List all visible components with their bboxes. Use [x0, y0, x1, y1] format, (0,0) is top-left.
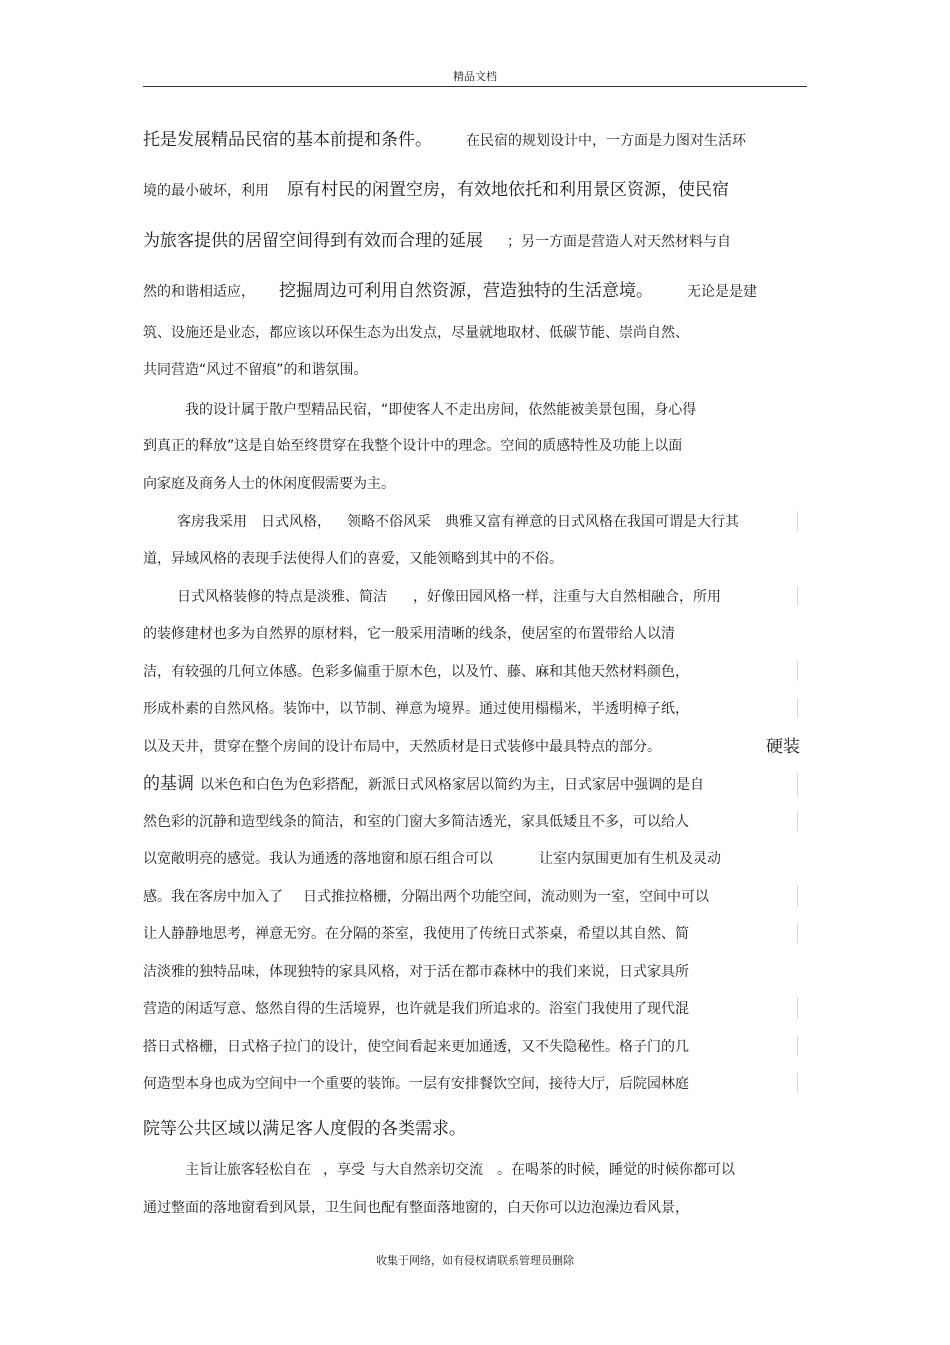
text-line [185, 1161, 735, 1179]
text-run: 日式推拉格栅，分隔出两个功能空间，流动则为一室，空间中可以 [303, 889, 709, 905]
text-run: 院等公共区域以满足客人度假的各类需求。 [143, 1119, 466, 1139]
text-line [177, 588, 721, 606]
text-run: 境的最小破坏，利用 [143, 183, 269, 199]
text-run: 无论是是建 [687, 284, 757, 300]
text-line [143, 663, 689, 681]
text-run: 以米色和白色为色彩搭配，新派日式风格家居以简约为主，日式家居中强调的是自 [200, 777, 704, 793]
text-run: ，享受 [323, 1162, 365, 1178]
header-divider [143, 86, 807, 87]
text-run: 洁，有较强的几何立体感。色彩多偏重于原木色，以及竹、藤、麻和其他天然材料颜色， [143, 664, 689, 680]
text-run: 何造型本身也成为空间中一个重要的装饰。一层有安排餐饮空间，接待大厅，后院园林庭 [143, 1076, 689, 1092]
text-run: 到真正的释放”这是自始至终贯穿在我整个设计中的理念。空间的质感特性及功能上以面 [143, 438, 683, 454]
text-run: 挖掘周边可利用自然资源，营造独特的生活意境。 [279, 281, 653, 301]
text-run: 在民宿的规划设计中，一方面是力图对生活环 [466, 133, 746, 149]
text-run: 我的设计属于散户型精品民宿，“即使客人不走出房间，依然能被美景包围，身心得 [185, 402, 697, 418]
scan-artifact-line [797, 586, 798, 606]
text-run: 日式风格， [261, 514, 331, 530]
text-run: 洁淡雅的独特品味，体现独特的家具风格，对于活在都市森林中的我们来说，日式家具所 [143, 964, 689, 980]
text-run: 道，异域风格的表现手法使得人们的喜爱，又能领略到其中的不俗。 [143, 551, 563, 567]
text-run: 托是发展精品民宿的基本前提和条件。 [143, 130, 432, 150]
text-run: 营造的闲适写意、悠然自得的生活境界，也许就是我们所追求的。浴室门我使用了现代混 [143, 1001, 689, 1017]
text-line [143, 1000, 689, 1018]
text-line [143, 1075, 689, 1093]
scan-artifact-line [797, 923, 798, 943]
text-line [143, 1038, 689, 1056]
text-run: 的基调 [143, 774, 194, 794]
text-run: 然的和谐相适应， [143, 284, 255, 300]
text-line [143, 131, 746, 150]
text-run: ，好像田园风格一样，注重与大自然相融合，所用 [413, 589, 721, 605]
text-line [143, 437, 682, 455]
text-line [143, 738, 661, 756]
text-line [143, 700, 689, 718]
text-line [185, 401, 696, 419]
text-run: 。在喝茶的时候，睡觉的时候你都可以 [497, 1162, 735, 1178]
text-run: 然色彩的沉静和造型线条的简洁，和室的门窗大多简洁透光，家具低矮且不多，可以给人 [143, 814, 689, 830]
text-line [143, 475, 395, 493]
scan-artifact-line [797, 998, 798, 1018]
text-run: 让人静静地思考，禅意无穷。在分隔的茶室，我使用了传统日式茶桌，希望以其自然、简 [143, 926, 689, 942]
text-line [143, 813, 689, 831]
text-line [143, 775, 704, 794]
text-line [766, 738, 800, 756]
text-run: 硬装 [766, 737, 800, 757]
text-run: 通过整面的落地窗看到风景，卫生间也配有整面落地窗的，白天你可以边泡澡边看风景， [143, 1200, 689, 1216]
text-run: 原有村民的闲置空房，有效地依托和利用景区资源，使民宿 [287, 180, 729, 200]
text-line [143, 625, 675, 643]
scan-artifact-line [797, 661, 798, 681]
text-run: 领略不俗风采 [347, 514, 431, 530]
scan-artifact-line [797, 1036, 798, 1056]
text-line [143, 282, 757, 301]
text-line [177, 513, 739, 531]
scan-artifact-line [797, 511, 798, 531]
text-run: 共同营造“风过不留痕”的和谐氛围。 [143, 362, 368, 378]
text-run: ；另一方面是营造人对天然材料与自 [507, 234, 731, 250]
scan-artifact-line [797, 1073, 798, 1093]
text-line [143, 888, 709, 906]
text-line [143, 1120, 466, 1138]
text-line [143, 361, 368, 379]
page-footer: 收集于网络，如有侵权请联系管理员删除 [376, 1254, 574, 1267]
page-header: 精品文档 [453, 70, 497, 83]
text-run: 与大自然亲切交流 [371, 1162, 483, 1178]
text-run: 为旅客提供的居留空间得到有效而合理的延展 [143, 231, 483, 251]
text-run: 主旨让旅客轻松自在 [185, 1162, 311, 1178]
text-run: 向家庭及商务人士的休闲度假需要为主。 [143, 476, 395, 492]
text-line [143, 1199, 689, 1217]
text-run: 形成朴素的自然风格。装饰中，以节制、禅意为境界。通过使用榻榻米，半透明樟子纸， [143, 701, 689, 717]
text-run: 让室内氛围更加有生机及灵动 [539, 851, 721, 867]
scan-artifact-line [797, 811, 798, 831]
text-line [143, 324, 689, 342]
scan-artifact-line [797, 886, 798, 906]
text-line [143, 181, 729, 200]
text-run: 感。我在客房中加入了 [143, 889, 283, 905]
text-line [143, 963, 689, 981]
scan-artifact-line [797, 698, 798, 718]
text-line [143, 925, 689, 943]
text-run: 的装修建材也多为自然界的原材料，它一般采用清晰的线条，使居室的布置带给人以清 [143, 626, 675, 642]
scan-artifact-line [797, 773, 798, 797]
text-line [143, 550, 563, 568]
text-line [143, 850, 721, 868]
text-run: 典雅又富有禅意的日式风格在我国可谓是大行其 [445, 514, 739, 530]
text-run: 客房我采用 [177, 514, 247, 530]
text-run: 筑、设施还是业态，都应该以环保生态为出发点，尽量就地取材、低碳节能、崇尚自然、 [143, 325, 689, 341]
text-line [143, 232, 731, 251]
text-run: 日式风格装修的特点是淡雅、简洁 [177, 589, 387, 605]
text-run: 以及天井，贯穿在整个房间的设计布局中，天然质材是日式装修中最具特点的部分。 [143, 739, 661, 755]
text-run: 搭日式格栅，日式格子拉门的设计，使空间看起来更加通透，又不失隐秘性。格子门的几 [143, 1039, 689, 1055]
text-run: 以宽敞明亮的感觉。我认为通透的落地窗和原石组合可以 [143, 851, 493, 867]
